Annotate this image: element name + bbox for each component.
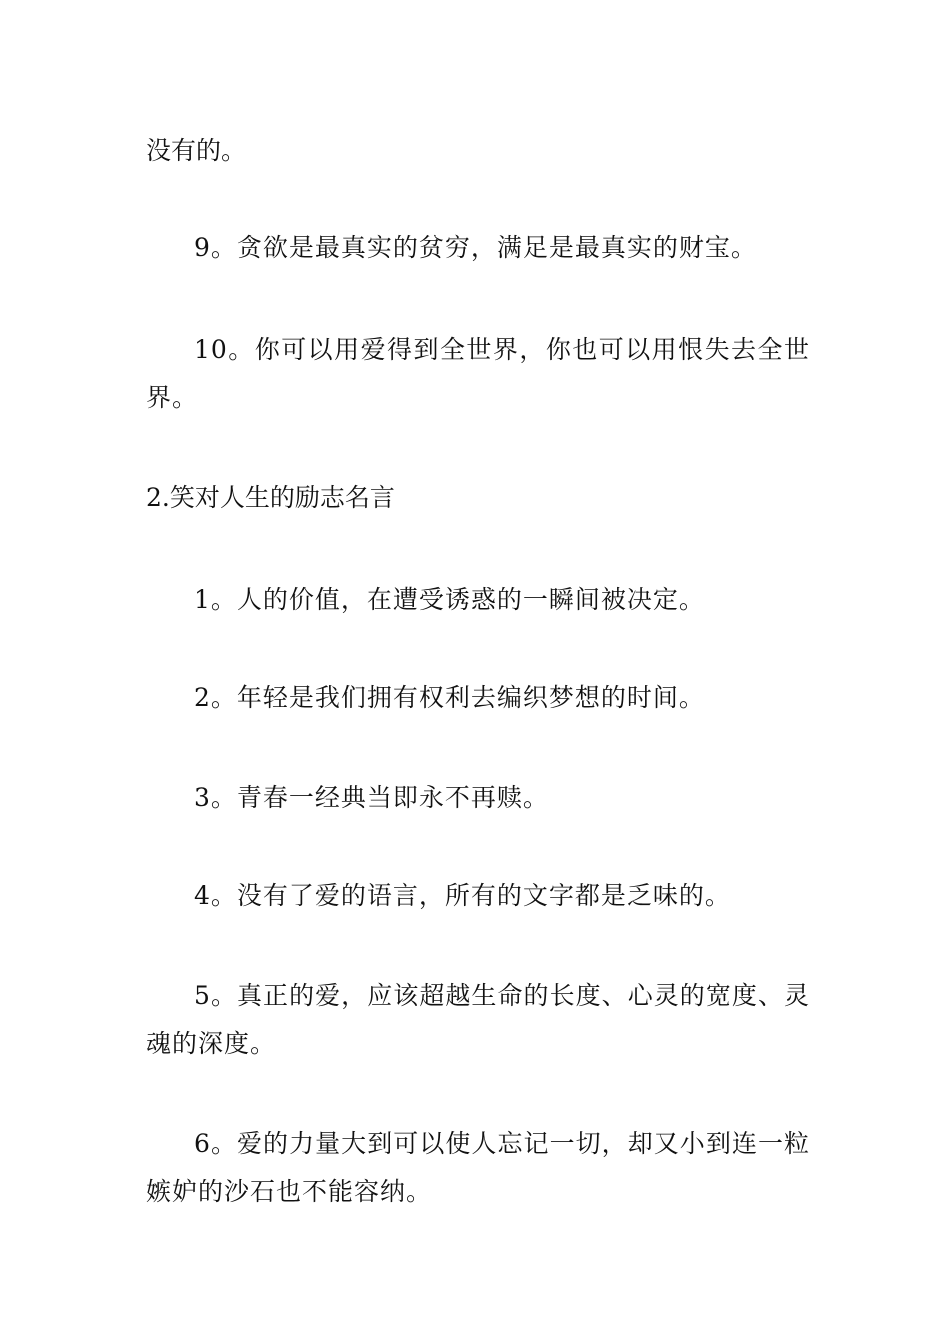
quote-item-9: 9。贪欲是最真实的贫穷，满足是最真实的财宝。 [194, 233, 757, 262]
quote-item-4: 4。没有了爱的语言，所有的文字都是乏味的。 [194, 881, 731, 910]
quote-item-2: 2。年轻是我们拥有权利去编织梦想的时间。 [194, 683, 705, 712]
quote-item-3: 3。青春一经典当即永不再赎。 [194, 783, 549, 812]
quote-item-5: 5。真正的爱，应该超越生命的长度、心灵的宽度、灵魂的深度。 [146, 981, 810, 1058]
continuation-text: 没有的。 [146, 136, 247, 165]
quote-item-10: 10。你可以用爱得到全世界，你也可以用恨失去全世界。 [146, 335, 810, 412]
quote-item-6: 6。爱的力量大到可以使人忘记一切，却又小到连一粒嫉妒的沙石也不能容纳。 [146, 1129, 810, 1206]
quote-item-1: 1。人的价值，在遭受诱惑的一瞬间被决定。 [194, 585, 705, 614]
section-heading: 2.笑对人生的励志名言 [146, 483, 395, 512]
